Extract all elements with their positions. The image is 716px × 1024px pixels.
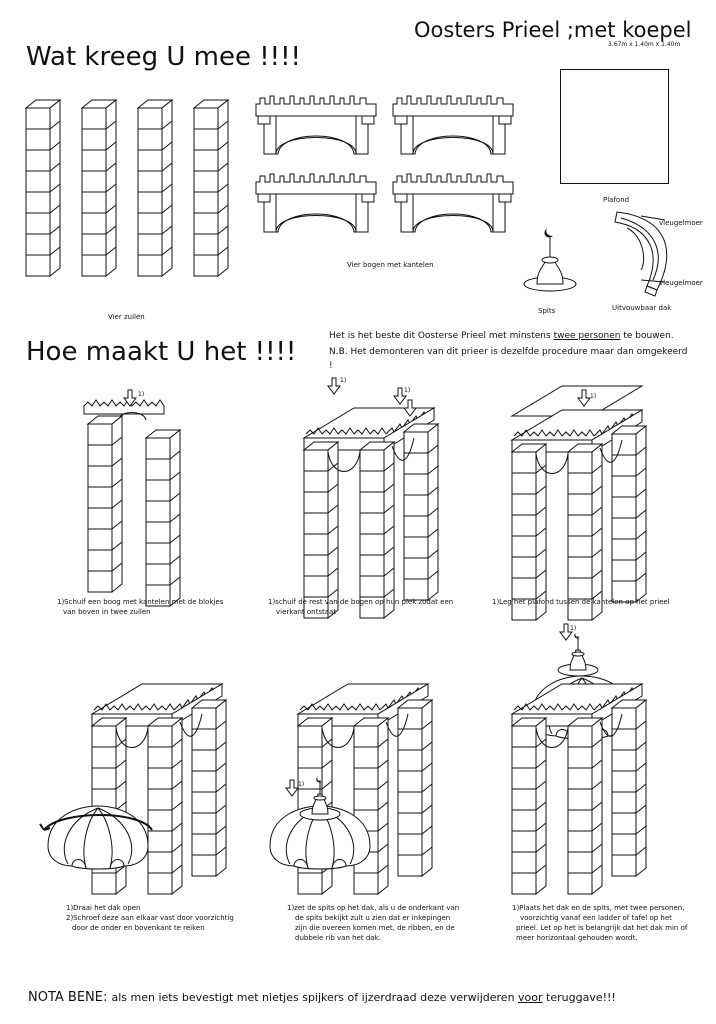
- wingnut-top-label: vleugelmoer: [659, 219, 703, 227]
- step3-caption: 1)Leg het plafond tussen de kantelen op het prieel: [492, 598, 670, 606]
- step4-drawing: [40, 680, 240, 890]
- ceiling-drawing: [560, 69, 670, 185]
- step2-marker-2: 1): [404, 387, 411, 394]
- step5-marker: 1): [298, 781, 305, 788]
- intro-line-1: Het is het beste dit Oosterse Prieel met minstens twee personen te bouwen.: [329, 331, 674, 341]
- step6-caption: 1)Plaats het dak en de spits, met twee personen, voorzichtig vanaf een ladder of tafel op het prieel. Let op het is belangrijk dat het dak min of meer horizontaal gehouden wordt.: [512, 904, 688, 942]
- columns-drawing: [26, 100, 246, 290]
- heading-contents: Wat kreeg U mee !!!!: [26, 42, 301, 72]
- spire-label: Spits: [538, 307, 556, 315]
- step1-drawing: [84, 386, 194, 576]
- step3-drawing: [512, 386, 662, 586]
- ceiling-label: Plafond: [603, 196, 630, 204]
- intro-line-2: N.B. Het demonteren van dit prieer is dezelfde procedure maar dan omgekeerd: [329, 347, 688, 357]
- product-title: Oosters Prieel ;met koepel: [414, 18, 692, 42]
- footer-note: NOTA BENE: als men iets bevestigt met nietjes spijkers of ijzerdraad deze verwijderen voor teruggave!!!: [28, 990, 616, 1005]
- columns-label: Vier zuilen: [108, 313, 145, 321]
- step5-drawing: [266, 680, 466, 890]
- roof-label: Uitvouwbaar dak: [612, 304, 672, 312]
- wingnut-bottom-label: vleugelmoer: [659, 279, 703, 287]
- step3-marker: 1): [590, 393, 597, 400]
- step2-drawing: [300, 370, 450, 580]
- step1-caption: 1)Schuif een boog met kantelen met de blokjes van boven in twee zuilen: [57, 598, 224, 616]
- step2-marker-1: 1): [340, 377, 347, 384]
- spire-drawing: [521, 222, 581, 292]
- step2-caption: 1)schuif de rest van de bogen op hun plek zodat een vierkant ontstaat: [268, 598, 454, 616]
- heading-build: Hoe maakt U het !!!!: [26, 337, 297, 367]
- intro-line-3: !: [329, 361, 333, 371]
- arches-label: Vier bogen met kantelen: [347, 261, 434, 269]
- arches-drawing: [256, 92, 526, 242]
- step4-caption: 1)Draai het dak open 2)Schroef deze aan elkaar vast door voorzichtig door de onder en bovenkant te reiken: [66, 904, 234, 932]
- step1-marker: 1): [138, 391, 145, 398]
- step6-marker: 1): [570, 625, 577, 632]
- step5-caption: 1)zet de spits op het dak, als u de onderkant van de spits bekijkt zult u zien dat er inkepingen zijn die overeen komen met, de ribben, en de dubbele rib van het dak.: [287, 904, 460, 942]
- dimensions: 3.67m x 1.40m x 1.40m: [608, 41, 681, 48]
- step6-drawing: [510, 620, 670, 890]
